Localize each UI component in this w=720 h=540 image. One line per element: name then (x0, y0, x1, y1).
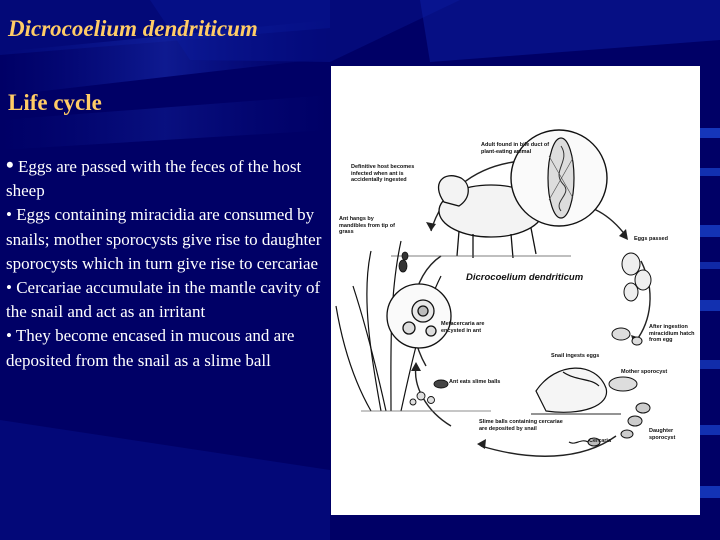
label-ant-hangs: Ant hangs by mandibles from tip of grass (339, 216, 395, 235)
miracidium-illustration (612, 328, 642, 345)
label-adult: Adult found in bile duct of plant-eating animal (481, 142, 550, 155)
label-metacercaria: Metacercaria are encysted in ant (441, 321, 485, 334)
bullet-symbol: • (6, 205, 12, 225)
bullet-item (6, 203, 324, 276)
ant-illustration (399, 252, 408, 272)
slide-subtitle: Life cycle (8, 90, 102, 115)
bullet-item (6, 324, 324, 372)
bullet-symbol: • (6, 326, 12, 346)
bullet-item (6, 153, 324, 203)
snail-illustration (531, 368, 621, 414)
bullet-symbol: • (6, 278, 12, 298)
bullet-text: Eggs containing miracidia are consumed by snails; mother sporocysts give rise to daughter sporocysts which in turn give rise to cercariae (6, 205, 322, 273)
label-definitive-host: Definitive host becomes infected when ant is accidentally ingested (351, 164, 415, 183)
label-mother-sporocyst: Mother sporocyst (621, 369, 668, 375)
bullet-text: Eggs are passed with the feces of the host sheep (6, 157, 302, 201)
bullet-symbol: • (6, 152, 14, 177)
mother-sporocyst-illustration (609, 377, 637, 391)
slide-title: Dicrocoelium dendriticum (8, 16, 258, 41)
life-cycle-illustration (331, 66, 700, 515)
bullet-text: They become encased in mucous and are deposited from the snail as a slime ball (6, 326, 295, 370)
diagram-center-title: Dicrocoelium dendriticum (466, 272, 584, 283)
metacercaria-inset (387, 284, 451, 348)
label-cercaria: Cercaria (589, 438, 612, 444)
daughter-sporocyst-illustration (621, 403, 650, 438)
label-ant-eats: Ant eats slime balls (449, 379, 501, 385)
bullet-text: Cercariae accumulate in the mantle cavity of the snail and act as an irritant (6, 278, 321, 322)
eggs-illustration (622, 253, 651, 301)
life-cycle-diagram (331, 66, 700, 515)
label-eggs-passed: Eggs passed (634, 236, 668, 242)
label-snail-ingests: Snail ingests eggs (551, 353, 600, 359)
label-daughter-sporocyst: Daughter sporocyst (649, 428, 676, 441)
bullet-list (6, 153, 324, 373)
label-slime-balls: Slime balls containing cercariae are deposited by snail (479, 419, 563, 432)
label-after-ingestion: After ingestion miracidium hatch from egg (649, 324, 695, 343)
bullet-item (6, 276, 324, 324)
